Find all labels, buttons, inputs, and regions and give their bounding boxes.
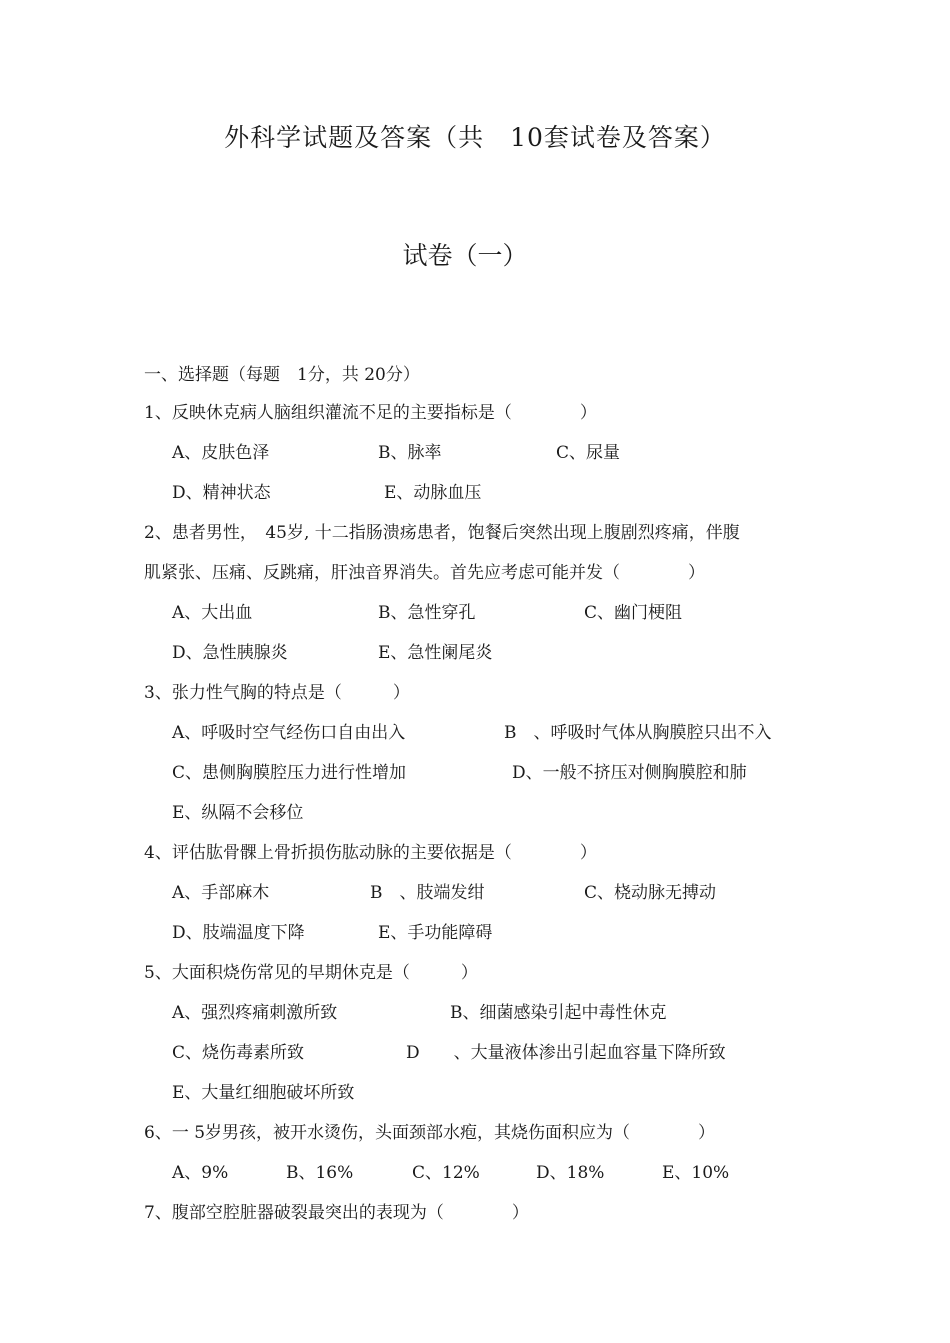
answer-option: A、手部麻木	[172, 883, 270, 903]
answer-option: E、大量红细胞破坏所致	[172, 1083, 355, 1103]
answer-option: D、一般不挤压对侧胸膜腔和肺	[512, 763, 747, 783]
question-3	[144, 673, 804, 833]
answer-option: B、脉率	[378, 443, 442, 463]
question-2	[144, 513, 804, 673]
question-stem: 1、反映休克病人脑组织灌流不足的主要指标是（ ）	[144, 403, 597, 423]
question-4	[144, 833, 804, 953]
paper-title: 试卷（一）	[402, 241, 528, 270]
answer-option: B、细菌感染引起中毒性休克	[450, 1003, 667, 1023]
option-row	[144, 633, 804, 673]
question-stem: 6、一 5岁男孩，被开水烫伤，头面颈部水疱，其烧伤面积应为（ ）	[144, 1123, 716, 1143]
answer-option: A、呼吸时空气经伤口自由出入	[172, 723, 406, 743]
answer-option: B、急性穿孔	[378, 603, 476, 623]
question-stem: 肌紧张、压痛、反跳痛，肝浊音界消失。首先应考虑可能并发（ ）	[144, 563, 705, 583]
question-stem: 7、腹部空腔脏器破裂最突出的表现为（ ）	[144, 1203, 529, 1223]
question-6	[144, 1113, 804, 1193]
answer-option: C、烧伤毒素所致	[172, 1043, 305, 1063]
option-row	[144, 753, 804, 793]
question-list	[144, 393, 804, 1233]
answer-option: D、精神状态	[172, 483, 271, 503]
answer-option: A、9%	[172, 1163, 229, 1183]
answer-option: E、急性阑尾炎	[378, 643, 493, 663]
answer-option: C、尿量	[556, 443, 621, 463]
answer-option: C、桡动脉无搏动	[584, 883, 717, 903]
question-1	[144, 393, 804, 513]
answer-option: D、肢端温度下降	[172, 923, 305, 943]
answer-option: B、16%	[286, 1163, 354, 1183]
answer-option: D、18%	[536, 1163, 605, 1183]
question-stem: 3、张力性气胸的特点是（ ）	[144, 683, 410, 703]
question-5	[144, 953, 804, 1113]
answer-option: E、10%	[662, 1163, 730, 1183]
answer-option: E、动脉血压	[384, 483, 482, 503]
answer-option: D、急性胰腺炎	[172, 643, 288, 663]
answer-option: C、患侧胸膜腔压力进行性增加	[172, 763, 407, 783]
answer-option: A、大出血	[172, 603, 253, 623]
answer-option: E、手功能障碍	[378, 923, 493, 943]
option-row	[144, 1153, 804, 1193]
answer-option: A、强烈疼痛刺激所致	[172, 1003, 338, 1023]
answer-option: E、纵隔不会移位	[172, 803, 304, 823]
answer-option: D 、大量液体渗出引起血容量下降所致	[406, 1043, 726, 1063]
option-row	[144, 433, 804, 473]
option-row	[144, 993, 804, 1033]
option-row	[144, 713, 804, 753]
option-row	[144, 1073, 804, 1113]
answer-option: C、幽门梗阻	[584, 603, 683, 623]
answer-option: B 、肢端发绀	[370, 883, 485, 903]
option-row	[144, 913, 804, 953]
option-row	[144, 473, 804, 513]
document-title: 外科学试题及答案（共 10套试卷及答案）	[224, 123, 726, 152]
question-stem: 2、患者男性， 45岁, 十二指肠溃疡患者，饱餐后突然出现上腹剧烈疼痛，伴腹	[144, 523, 740, 543]
answer-option: C、12%	[412, 1163, 480, 1183]
question-stem: 4、评估肱骨髁上骨折损伤肱动脉的主要依据是（ ）	[144, 843, 597, 863]
option-row	[144, 1033, 804, 1073]
option-row	[144, 593, 804, 633]
question-7	[144, 1193, 804, 1233]
option-row	[144, 793, 804, 833]
answer-option: B 、呼吸时气体从胸膜腔只出不入	[504, 723, 772, 743]
question-stem: 5、大面积烧伤常见的早期休克是（ ）	[144, 963, 478, 983]
option-row	[144, 873, 804, 913]
section-heading: 一、选择题（每题 1分，共 20分）	[144, 365, 420, 385]
answer-option: A、皮肤色泽	[172, 443, 270, 463]
